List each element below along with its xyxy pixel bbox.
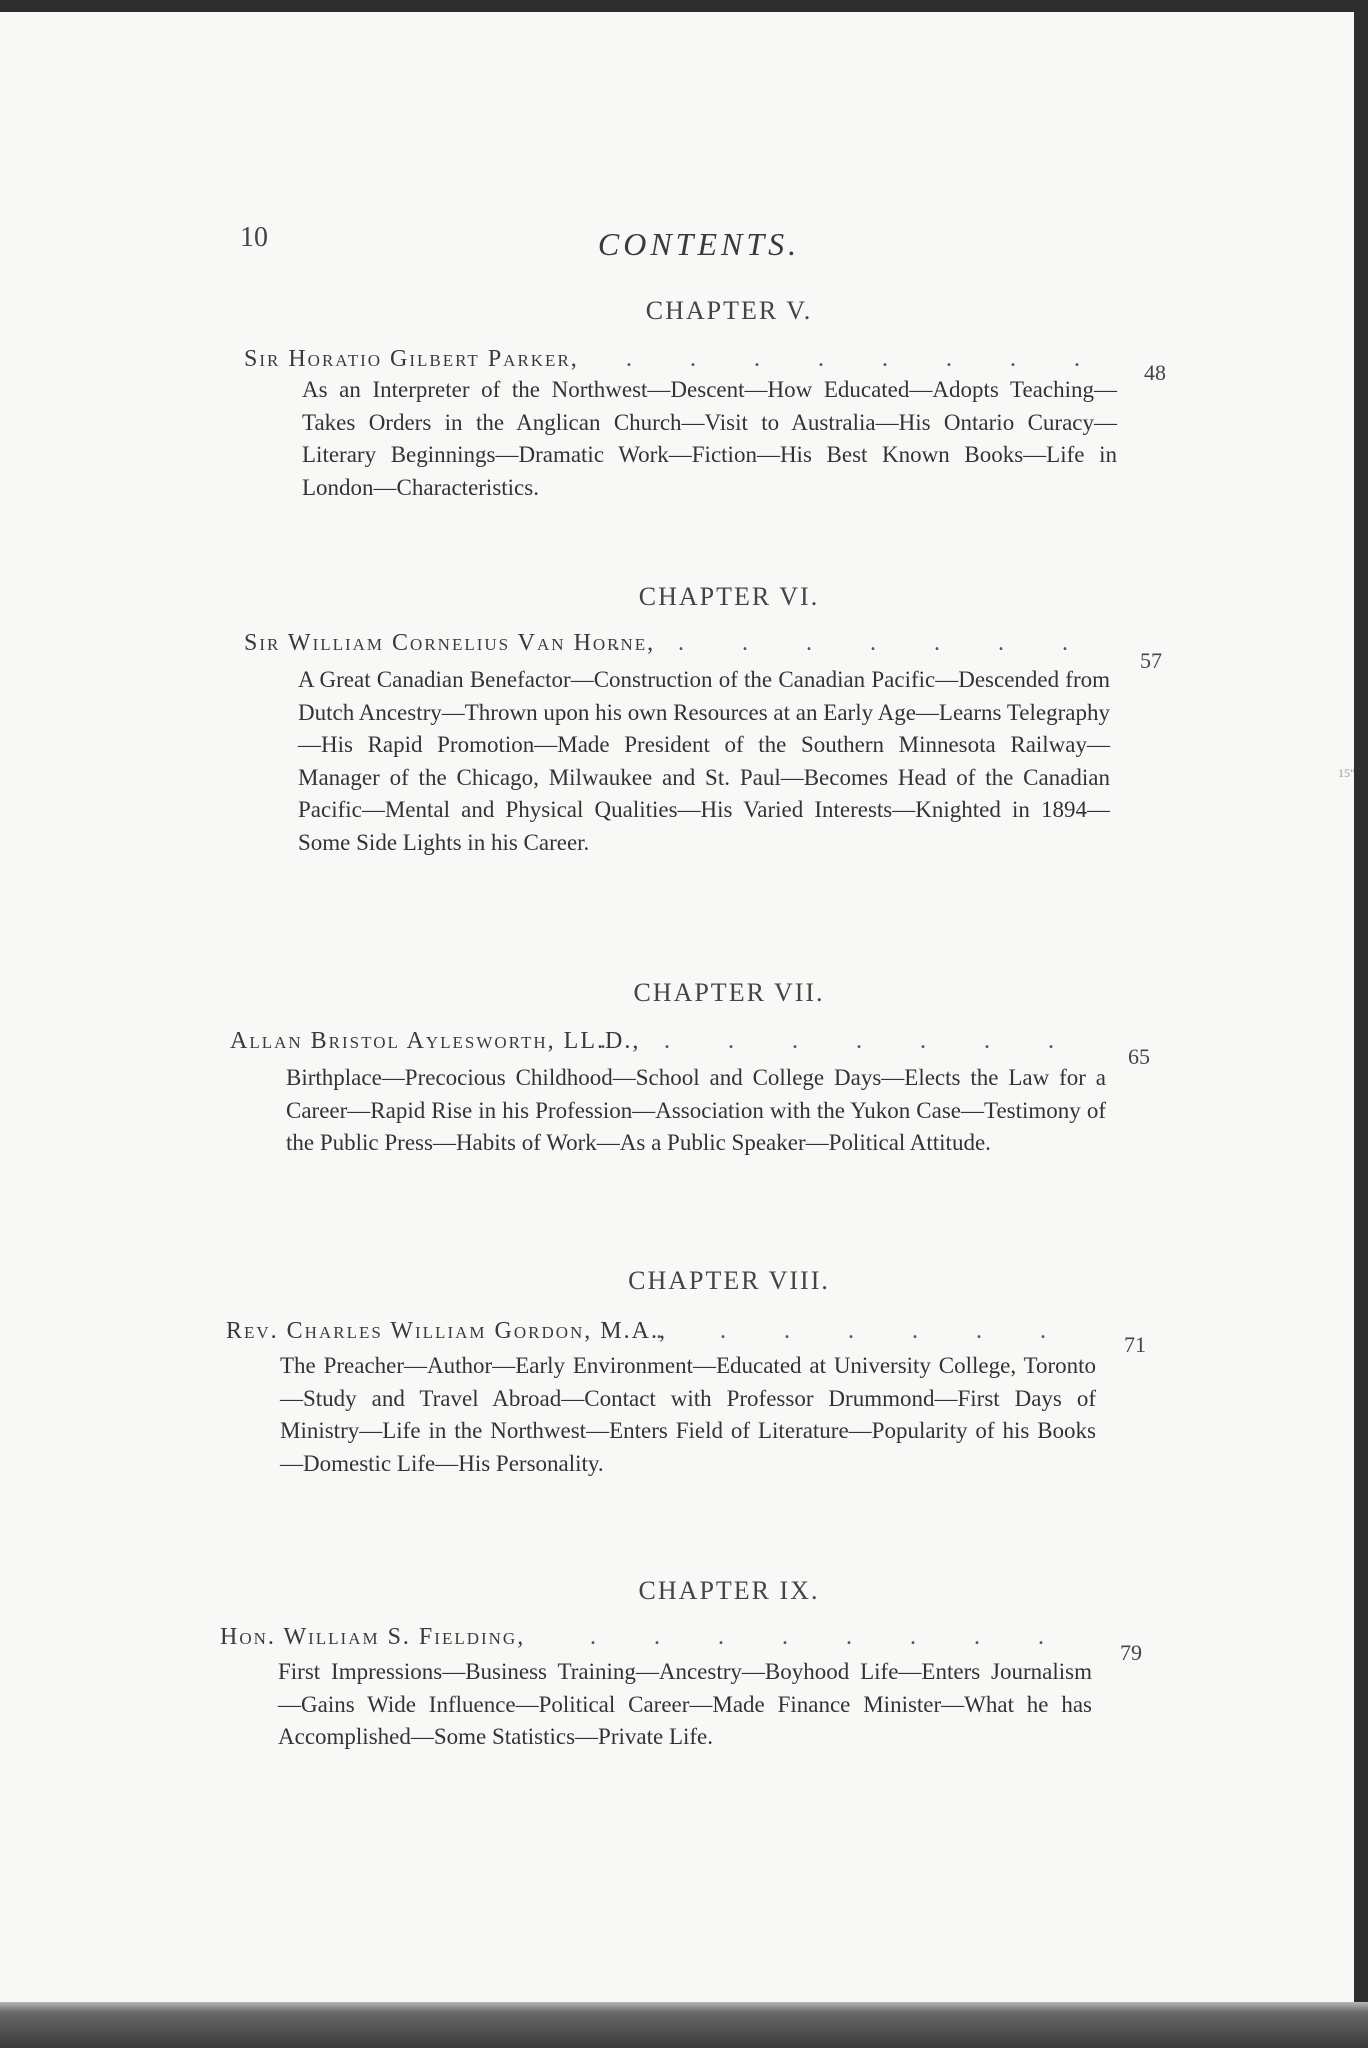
entry-page-number: 48 xyxy=(1144,360,1166,385)
entry-line xyxy=(230,1028,1080,1062)
entry-page-number: 79 xyxy=(1120,1640,1142,1665)
entry-summary: A Great Canadian Benefactor—Construction of the Canadian Pacific—Descended from Dutch Ancestry—Thrown upon his own Resources at an Early Age—Learns Telegraphy—His Rapid Promotion—Made President of the Southern Minnesota Railway—Manager of the Chicago, Milwaukee and St. Paul—Becomes Head of the Canadian Pacific—Mental and Physical Qualities—His Varied Interests—Knighted in 1894—Some Side Lights in his Career. xyxy=(298,667,1110,855)
dot-leader: . . . . . . . . xyxy=(626,346,1106,372)
entry-page-number: 57 xyxy=(1140,648,1162,673)
entry-page-number: 65 xyxy=(1128,1044,1150,1069)
entry-summary: The Preacher—Author—Early Environment—Educated at University College, Toronto—Study and Travel Abroad—Contact with Professor Drummond—First Days of Ministry—Life in the Northwest—Enters Field of Literature—Popularity of his Books—Domestic Life—His Personality. xyxy=(280,1353,1096,1476)
entry-summary: Birthplace—Precocious Childhood—School and College Days—Elects the Law for a Career—Rapid Rise in his Profession—Association with the Yukon Case—Testimony of the Public Press—Habits of Work—As a Public Speaker—Political Attitude. xyxy=(286,1065,1106,1155)
chapter-heading: CHAPTER VII. xyxy=(633,978,825,1007)
entry-line xyxy=(226,1318,1072,1352)
entry-summary: As an Interpreter of the Northwest—Descent—How Educated—Adopts Teaching—Takes Orders in the Anglican Church—Visit to Australia—His Ontario Curacy—Literary Beginnings—Dramatic Work—Fiction—His Best Known Books—Life in London—Characteristics. xyxy=(302,377,1117,500)
dot-leader: . . . . . . . xyxy=(656,1318,1072,1344)
entry-subject: Rev. Charles William Gordon, M.A., xyxy=(226,1318,667,1344)
entry-subject: Allan Bristol Aylesworth, LL.D., xyxy=(230,1028,641,1054)
scan-border-bottom xyxy=(0,2002,1368,2048)
entry-subject: Hon. William S. Fielding, xyxy=(220,1624,526,1650)
chapter-heading: CHAPTER VI. xyxy=(638,582,820,611)
chapter-heading: CHAPTER IX. xyxy=(638,1576,820,1605)
entry-subject: Sir Horatio Gilbert Parker, xyxy=(244,346,579,372)
entry-subject: Sir William Cornelius Van Horne, xyxy=(244,630,656,656)
dot-leader: . . . . . . . . xyxy=(600,1028,1080,1054)
chapter-heading: CHAPTER VIII. xyxy=(628,1266,830,1295)
entry-summary: First Impressions—Business Training—Ancestry—Boyhood Life—Enters Journalism—Gains Wide Influence—Political Career—Made Finance Minister—What he has Accomplished—Some Statistics—Private Life. xyxy=(278,1659,1092,1749)
entry-page-number: 71 xyxy=(1124,1332,1146,1357)
entry-line xyxy=(220,1624,1070,1658)
chapter-heading: CHAPTER V. xyxy=(645,296,813,325)
page-number: 10 xyxy=(240,222,268,253)
scan-border-top xyxy=(0,0,1368,12)
dot-leader: . . . . . . . . xyxy=(590,1624,1070,1650)
entry-line xyxy=(244,630,1094,664)
margin-mark: 15" xyxy=(1338,766,1355,780)
running-title: CONTENTS. xyxy=(597,226,801,262)
dot-leader: . . . . . . . . xyxy=(614,630,1094,656)
